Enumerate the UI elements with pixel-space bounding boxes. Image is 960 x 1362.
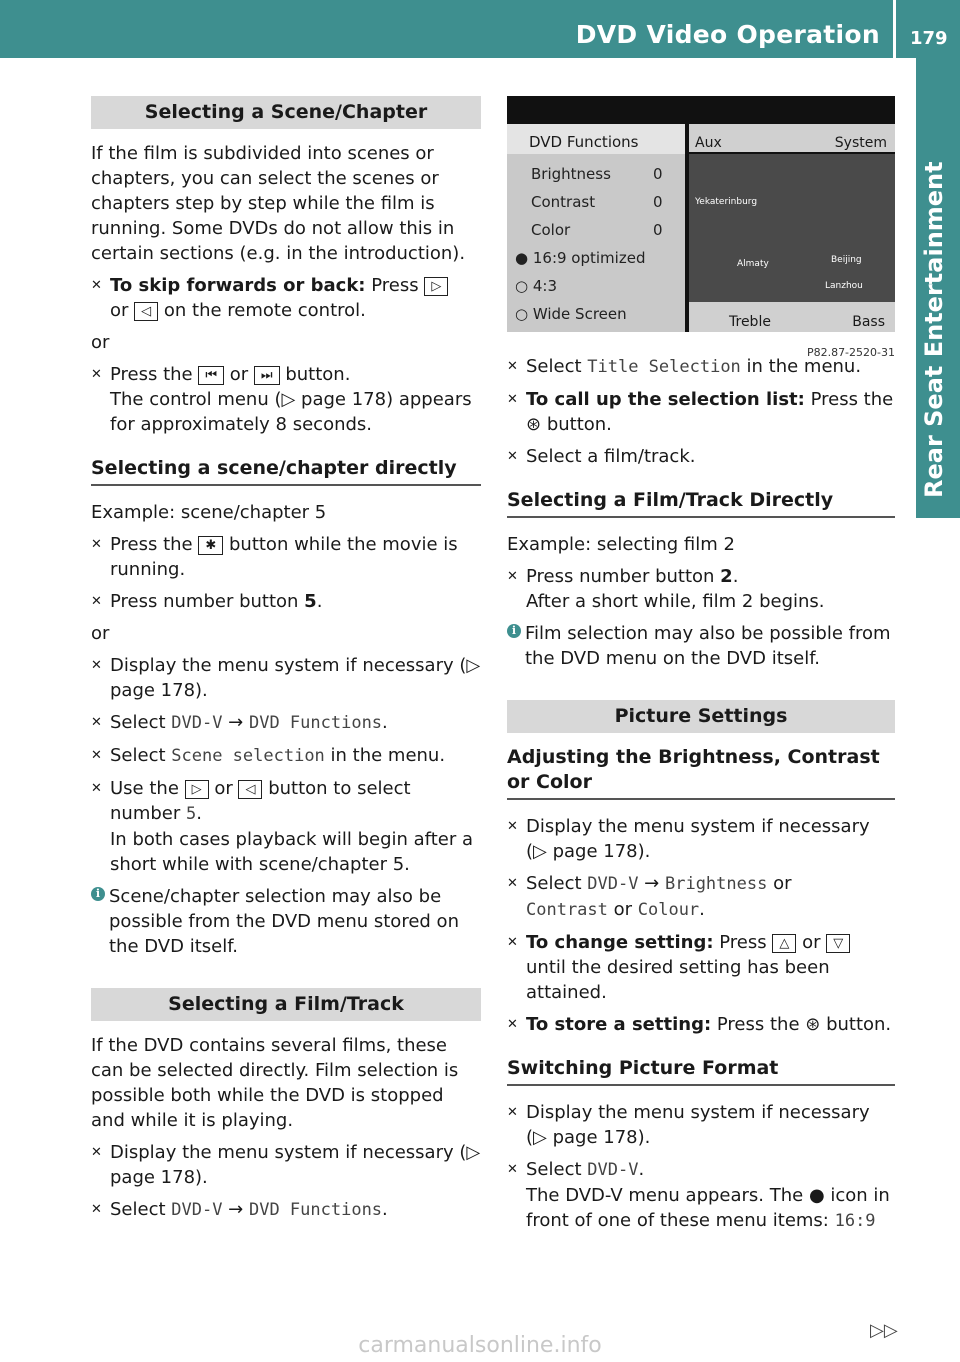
header-bar [0, 0, 960, 58]
step-display-menu: ✕ Display the menu system if necessary (▷ page 178). [91, 653, 481, 703]
page-number: 179 [910, 28, 948, 49]
section-heading-film: Selecting a Film/Track [91, 988, 481, 1021]
tab-treble: Treble [729, 314, 771, 330]
subheading-picture-format: Switching Picture Format [507, 1056, 895, 1086]
tab-system: System [834, 135, 887, 151]
up-key-icon: △ [772, 934, 796, 953]
step-display-menu-4: ✕ Display the menu system if necessary (▷ page 178). [507, 1100, 895, 1150]
menu-item-contrast: Contrast [531, 193, 596, 211]
map-background [689, 154, 895, 302]
figure-code: P82.87-2520-31 [806, 346, 895, 359]
step-select-dvd-functions-2: ✕ Select DVD-V → DVD Functions. [91, 1197, 481, 1223]
step-store-setting: ✕ To store a setting: Press the ⊛ button. [507, 1012, 895, 1037]
step-change-setting: ✕ To change setting: Press △ or ▽ until the desired setting has been attained. [507, 930, 895, 1005]
menu-value-contrast: 0 [653, 193, 663, 211]
menu-value-brightness: 0 [653, 165, 663, 183]
next-key-icon: ▷ [424, 277, 448, 296]
step-select-title: ✕ Select Title Selection in the menu. [507, 354, 895, 380]
next-key-icon: ▷ [185, 780, 209, 799]
step-press-buttons: ✕ Press the ⏮ or ⏭ button. The control menu (▷ page 178) appears for approximately 8 seconds. [91, 362, 481, 437]
right-column [507, 96, 895, 1241]
section-heading-picture: Picture Settings [507, 700, 895, 733]
map-bottom-tabs [689, 302, 895, 332]
dvd-functions-screenshot [507, 96, 895, 359]
info-icon: i [507, 624, 521, 638]
section-heading-scene: Selecting a Scene/Chapter [91, 96, 481, 129]
menu-value-color: 0 [653, 221, 663, 239]
or-text-2: or [91, 623, 110, 644]
step-number-2: ✕ Press number button 2. After a short while, film 2 begins. [507, 564, 895, 614]
star-key-icon: ✱ [198, 536, 223, 555]
tab-aux: Aux [695, 135, 722, 151]
step-call-selection-list: ✕ To call up the selection list: Press the ⊛ button. [507, 387, 895, 437]
page-header-title: DVD Video Operation [575, 20, 880, 49]
skip-forward-icon: ⏭ [254, 366, 280, 385]
section-tab [916, 58, 960, 518]
header-divider [893, 0, 896, 58]
step-select-scene: ✕ Select Scene selection in the menu. [91, 743, 481, 769]
step-skip: ✕ To skip forwards or back: Press ▷ or ◁ on the remote control. [91, 273, 481, 323]
watermark: carmanualsonline.info [358, 1333, 602, 1358]
city-label: Beijing [831, 255, 862, 265]
step-select-dvd-functions: ✕ Select DVD-V → DVD Functions. [91, 710, 481, 736]
step-press-star: ✕ Press the ✱ button while the movie is running. [91, 532, 481, 582]
menu-item-brightness: Brightness [531, 165, 611, 183]
prev-key-icon: ◁ [238, 780, 262, 799]
scene-intro: If the film is subdivided into scenes or chapters, you can select the scenes or chapters step by step while the film is running. Some DVDs do not allow this in certain sections (e.g. in the introduction). [91, 143, 466, 264]
step-select-brightness: ✕ Select DVD-V → Brightness or Contrast or Colour. [507, 871, 895, 923]
menu-option-169: ● 16:9 optimized [515, 249, 646, 267]
step-display-menu-2: ✕ Display the menu system if necessary (▷ page 178). [91, 1140, 481, 1190]
example-film: Example: selecting film 2 [507, 534, 735, 555]
menu-option-wide: ○ Wide Screen [515, 305, 627, 323]
example-scene: Example: scene/chapter 5 [91, 502, 327, 523]
info-note-scene: i Scene/chapter selection may also be possible from the DVD menu stored on the DVD itself. [91, 884, 481, 959]
subheading-film-direct: Selecting a Film/Track Directly [507, 488, 895, 518]
menu-item-color: Color [531, 221, 571, 239]
continue-arrow-icon: ▷▷ [870, 1320, 898, 1341]
subheading-brightness: Adjusting the Brightness, Contrast or Color [507, 745, 895, 800]
menu-option-43: ○ 4:3 [515, 277, 557, 295]
step-select-film: ✕ Select a film/track. [507, 444, 895, 469]
prev-key-icon: ◁ [134, 302, 158, 321]
city-label: Yekaterinburg [695, 197, 758, 207]
section-tab-label: Rear Seat Entertainment [920, 161, 948, 498]
down-key-icon: ▽ [826, 934, 850, 953]
tab-bass: Bass [852, 314, 885, 330]
or-text-1: or [91, 332, 110, 353]
city-label: Lanzhou [825, 281, 863, 291]
subheading-scene-direct: Selecting a scene/chapter directly [91, 456, 481, 486]
step-number-5: ✕ Press number button 5. [91, 589, 481, 614]
dvd-functions-menu [507, 124, 685, 332]
map-top-tabs [689, 124, 895, 152]
skip-back-icon: ⏮ [198, 366, 224, 385]
step-use-arrows: ✕ Use the ▷ or ◁ button to select number 5. In both cases playback will begin after a short while with scene/chapter 5. [91, 776, 481, 877]
left-column [91, 96, 481, 1230]
step-display-menu-3: ✕ Display the menu system if necessary (▷ page 178). [507, 814, 895, 864]
ok-icon: ⊛ [805, 1014, 821, 1035]
menu-header: DVD Functions [507, 124, 685, 154]
film-intro: If the DVD contains several films, these can be selected directly. Film selection is possible both while the DVD is stopped and while it is playing. [91, 1035, 459, 1131]
selected-dot-icon: ● [808, 1185, 825, 1206]
step-select-dvdv: ✕ Select DVD-V. The DVD-V menu appears. The ● icon in front of one of these menu items: 16:9 [507, 1157, 895, 1234]
city-label: Almaty [737, 259, 769, 269]
info-icon: i [91, 887, 105, 901]
info-note-film: i Film selection may also be possible from the DVD menu on the DVD itself. [507, 621, 895, 671]
ok-icon: ⊛ [526, 414, 542, 435]
